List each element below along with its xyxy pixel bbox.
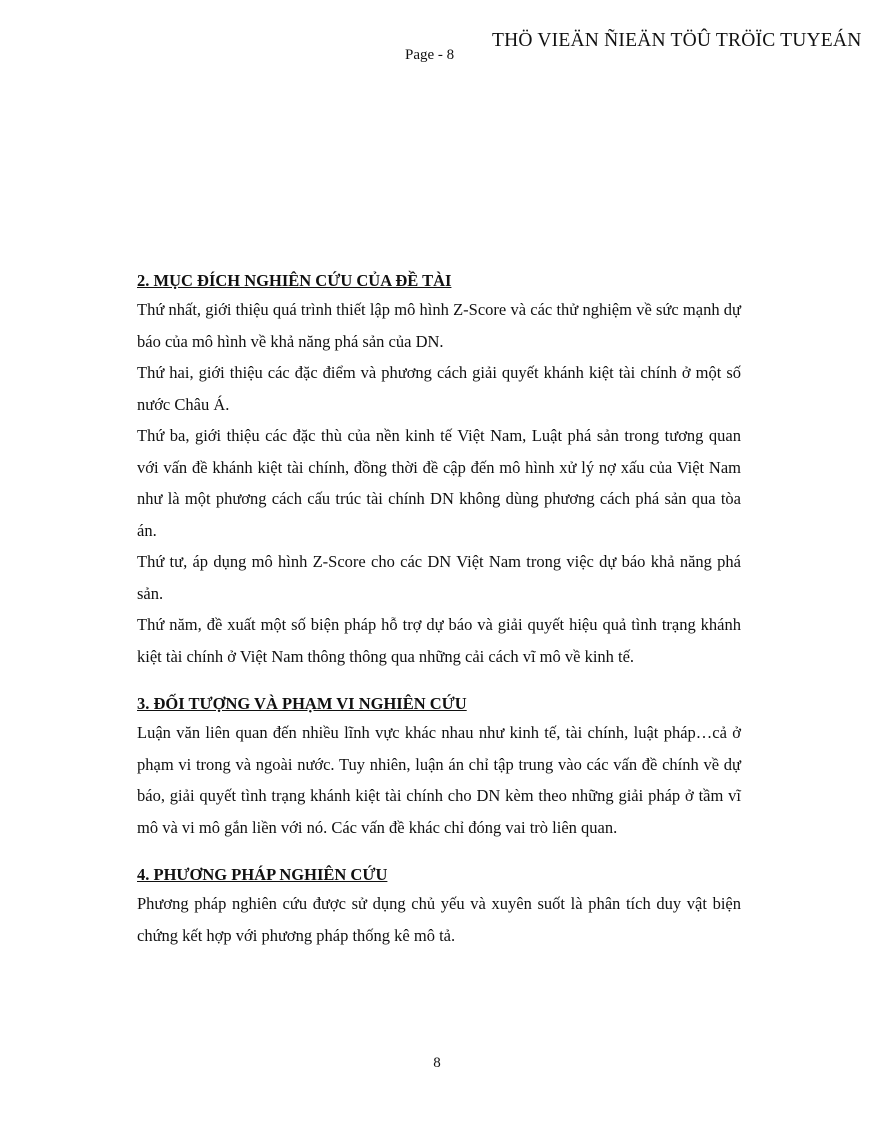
paragraph: Thứ nhất, giới thiệu quá trình thiết lập mô hình Z-Score và các thử nghiệm về sức mạnh dự báo của mô hình về khả năng phá sản của DN. [137,300,741,351]
paragraph: Thứ hai, giới thiệu các đặc điểm và phương cách giải quyết khánh kiệt tài chính ở một số nước Châu Á. [137,363,741,414]
section-scope [137,693,741,843]
document-body [137,270,741,972]
paragraph: Phương pháp nghiên cứu được sử dụng chủ yếu và xuyên suốt là phân tích duy vật biện chứng kết hợp với phương pháp thống kê mô tả. [137,894,741,945]
section-heading: 4. PHƯƠNG PHÁP NGHIÊN CỨU [137,865,388,884]
section-purpose [137,270,741,672]
section-method [137,864,741,951]
page-label: Page - 8 [405,47,455,63]
page-number: 8 [433,1055,441,1071]
paragraph: Thứ ba, giới thiệu các đặc thù của nền kinh tế Việt Nam, Luật phá sản trong tương quan với vấn đề khánh kiệt tài chính, đồng thời đề cập đến mô hình xử lý nợ xấu của Việt Nam như là một phương cách cấu trúc tài chính DN không dùng phương cách phá sản qua tòa án. [137,426,741,540]
paragraph: Thứ năm, đề xuất một số biện pháp hỗ trợ dự báo và giải quyết hiệu quả tình trạng khánh kiệt tài chính ở Việt Nam thông thông qua những cải cách vĩ mô về kinh tế. [137,615,741,666]
paragraph: Luận văn liên quan đến nhiều lĩnh vực khác nhau như kinh tế, tài chính, luật pháp…cả ở phạm vi trong và ngoài nước. Tuy nhiên, luận án chỉ tập trung vào các vấn đề chính về dự báo, giải quyết tình trạng khánh kiệt tài chính cho DN kèm theo những giải pháp ở tầm vĩ mô và vi mô gắn liền với nó. Các vấn đề khác chỉ đóng vai trò liên quan. [137,723,741,837]
section-heading: 2. MỤC ĐÍCH NGHIÊN CỨU CỦA ĐỀ TÀI [137,271,452,290]
section-heading: 3. ĐỐI TƯỢNG VÀ PHẠM VI NGHIÊN CỨU [137,694,467,713]
paragraph: Thứ tư, áp dụng mô hình Z-Score cho các DN Việt Nam trong việc dự báo khả năng phá sản. [137,552,741,603]
header-title: THÖ VIEÄN ÑIEÄN TÖÛ TRÖÏC TUYEÁN [492,30,862,51]
